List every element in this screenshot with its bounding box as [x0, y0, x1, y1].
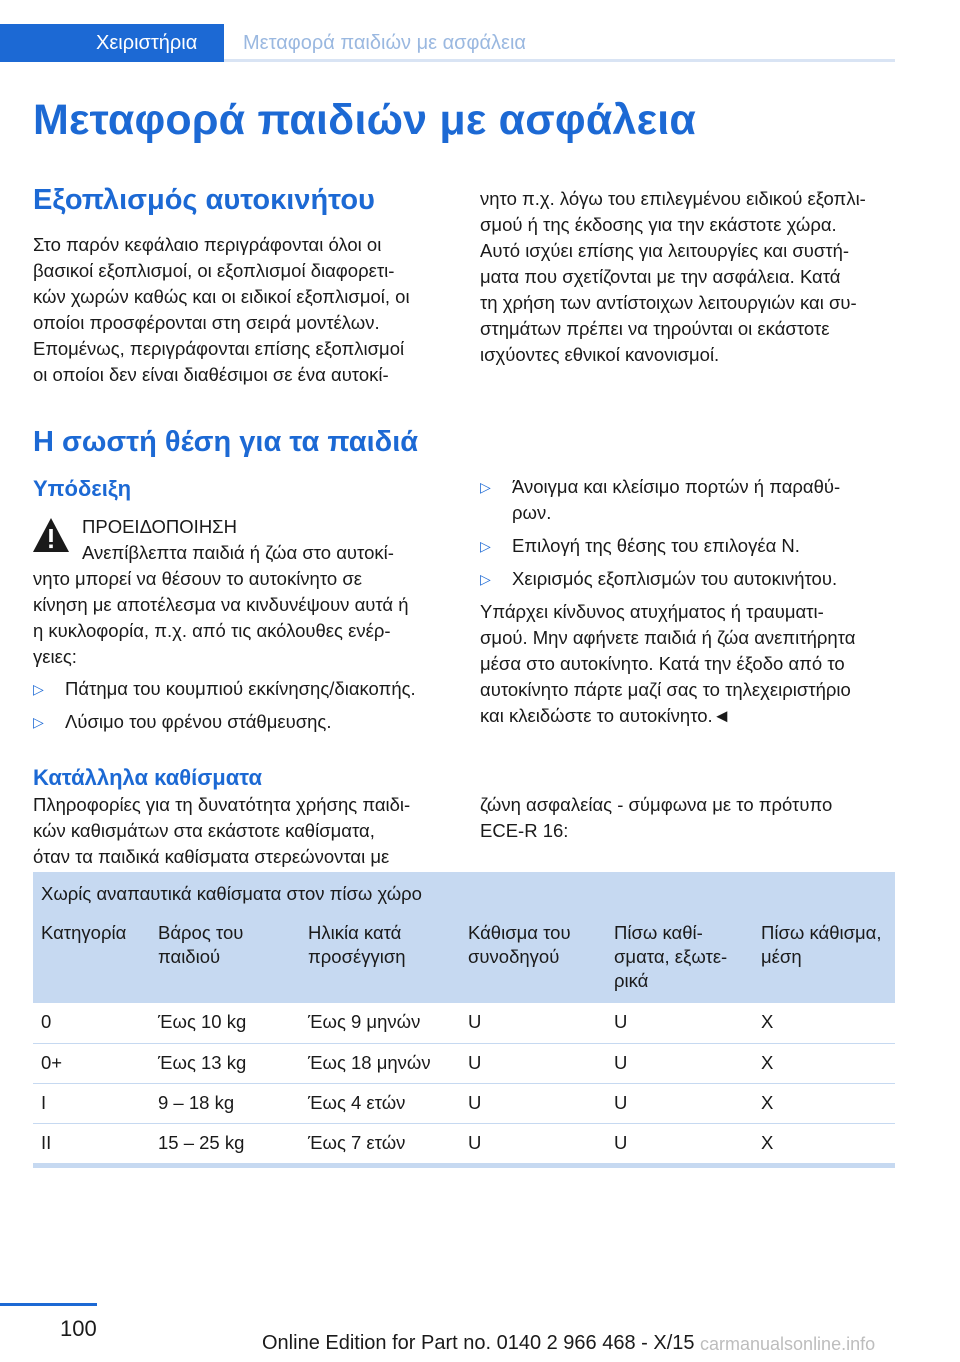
text-line: Υπάρχει κίνδυνος ατυχήματος ή τραυματι‐: [480, 601, 824, 622]
list-item: [480, 566, 900, 592]
table-cell: Έως 9 μηνών: [300, 1003, 460, 1043]
equipment-text-left: [33, 232, 453, 388]
table-cell: Έως 13 kg: [150, 1043, 300, 1083]
text-line: Πληροφορίες για τη δυνατότητα χρήσης παιδι‐: [33, 794, 411, 815]
table-row: [33, 1123, 895, 1165]
list-item: [480, 533, 900, 559]
column-header-rear-middle: [753, 912, 895, 1003]
watermark-text: carmanualsonline.info: [700, 1334, 876, 1354]
list-item-text: Επιλογή της θέσης του επιλογέα N.: [512, 535, 800, 556]
warning-triangle-icon: [31, 516, 71, 554]
warning-text-first: [82, 540, 457, 566]
table-cell: 15 – 25 kg: [150, 1123, 300, 1165]
table-cell: U: [606, 1043, 753, 1083]
text-line: αυτοκίνητο πάρτε μαζί σας το τηλεχειριστήριο: [480, 679, 851, 700]
table-cell: X: [753, 1003, 895, 1043]
column-header-rear-outer: [606, 912, 753, 1003]
table-row: [33, 1083, 895, 1123]
text-line: κών καθισμάτων στα εκάστοτε καθίσματα,: [33, 820, 375, 841]
table-cell: Έως 18 μηνών: [300, 1043, 460, 1083]
table-cell: U: [460, 1123, 606, 1165]
table-cell: Έως 10 kg: [150, 1003, 300, 1043]
table-cell: U: [460, 1003, 606, 1043]
text-line: παιδιού: [158, 946, 221, 967]
text-line: Κατηγορία: [41, 922, 127, 943]
list-item: [33, 676, 463, 702]
table-cell: 9 – 18 kg: [150, 1083, 300, 1123]
table-cell: II: [33, 1123, 150, 1165]
list-item-text: [480, 474, 900, 526]
bullet-triangle-icon: ▷: [480, 479, 491, 495]
table-cell: 0+: [33, 1043, 150, 1083]
seats-heading: Κατάλληλα καθίσματα: [33, 765, 262, 790]
text-line: Κάθισμα του: [468, 922, 571, 943]
text-line: Βάρος του: [158, 922, 244, 943]
text-line: κίνηση με αποτέλεσμα να κινδυνέψουν αυτά ή: [33, 594, 409, 615]
text-line: ρων.: [512, 502, 552, 523]
list-item-text: Πάτημα του κουμπιού εκκίνησης/διακοπής.: [65, 678, 416, 699]
column-header-category: [33, 912, 150, 1003]
text-line: νητο π.χ. λόγω του επιλεγμένου ειδικού εξοπλι‐: [480, 188, 866, 209]
table-caption-row: [33, 872, 895, 912]
table-cell: 0: [33, 1003, 150, 1043]
text-line: τη χρήση των αντίστοιχων λειτουργιών και συ‐: [480, 292, 857, 313]
header-divider: [224, 59, 895, 62]
list-item: [480, 474, 900, 526]
column-header-passenger-seat: [460, 912, 606, 1003]
warning-label: ΠΡΟΕΙΔΟΠΟΙΗΣΗ: [82, 516, 237, 537]
table-cell: Έως 7 ετών: [300, 1123, 460, 1165]
table-row: [33, 1043, 895, 1083]
table-cell: U: [606, 1123, 753, 1165]
text-line: οι οποίοι δεν είναι διαθέσιμοι σε ένα αυτοκί‐: [33, 364, 389, 385]
text-line: Επομένως, περιγράφονται επίσης εξοπλισμοί: [33, 338, 405, 359]
seats-text-left: [33, 792, 463, 870]
section-heading-seat-position: Η σωστή θέση για τα παιδιά: [33, 426, 419, 458]
text-line: και κλειδώστε το αυτοκίνητο.◄: [480, 705, 731, 726]
bullet-triangle-icon: ▷: [480, 571, 491, 587]
text-line: συνοδηγού: [468, 946, 560, 967]
table-cell: U: [460, 1043, 606, 1083]
table-caption: Χωρίς αναπαυτικά καθίσματα στον πίσω χώρο: [41, 883, 422, 904]
breadcrumb[interactable]: [243, 24, 526, 62]
column-header-weight: [150, 912, 300, 1003]
warning-text: [33, 566, 463, 670]
text-line: ζώνη ασφαλείας ‐ σύμφωνα με το πρότυπο: [480, 794, 833, 815]
text-line: Ανεπίβλεπτα παιδιά ή ζώα στο αυτοκί‐: [82, 542, 394, 563]
risk-text: [480, 599, 900, 729]
text-line: Αυτό ισχύει επίσης για λειτουργίες και συστή‐: [480, 240, 850, 261]
bullet-triangle-icon: ▷: [33, 681, 44, 697]
column-header-age: [300, 912, 460, 1003]
text-line: νητο μπορεί να θέσουν το αυτοκίνητο σε: [33, 568, 362, 589]
list-item-text: Χειρισμός εξοπλισμών του αυτοκινήτου.: [512, 568, 838, 589]
text-line: οποίοι προσφέρονται στη σειρά μοντέλων.: [33, 312, 380, 333]
bullet-triangle-icon: ▷: [33, 714, 44, 730]
text-line: ECE‐R 16:: [480, 820, 569, 841]
page-header: [0, 24, 895, 62]
section-heading-equipment: Εξοπλισμός αυτοκινήτου: [33, 184, 375, 216]
child-seat-table: [33, 872, 895, 1168]
text-line: Πίσω κάθισμα,: [761, 922, 882, 943]
text-line: στημάτων πρέπει να τηρούνται οι εκάστοτε: [480, 318, 830, 339]
text-line: μέσα στο αυτοκίνητο. Κατά την έξοδο από το: [480, 653, 845, 674]
text-line: σματα, εξωτε‐: [614, 946, 728, 967]
table-cell: Έως 4 ετών: [300, 1083, 460, 1123]
page-number: 100: [60, 1316, 97, 1341]
text-line: ρικά: [614, 970, 649, 991]
table-cell: I: [33, 1083, 150, 1123]
table-cell: X: [753, 1083, 895, 1123]
table-cell: X: [753, 1123, 895, 1165]
table-row: [33, 1003, 895, 1043]
text-line: Άνοιγμα και κλείσιμο πορτών ή παραθύ‐: [512, 476, 841, 497]
text-line: κών χωρών καθώς και οι ειδικοί εξοπλισμοί, οι: [33, 286, 410, 307]
chapter-tab-label: Χειριστήρια: [96, 31, 198, 54]
edition-text: Online Edition for Part no. 0140 2 966 468 - X/15: [262, 1332, 695, 1354]
footer-divider: [0, 1303, 97, 1306]
text-line: σμού. Μην αφήνετε παιδιά ή ζώα ανεπιτήρητα: [480, 627, 856, 648]
text-line: Ηλικία κατά: [308, 922, 402, 943]
table-cell: X: [753, 1043, 895, 1083]
text-line: σμού ή της έκδοσης για την εκάστοτε χώρα.: [480, 214, 837, 235]
table-cell: U: [606, 1003, 753, 1043]
list-item-text: Λύσιμο του φρένου στάθμευσης.: [65, 711, 332, 732]
text-line: μέση: [761, 946, 802, 967]
equipment-text-right: [480, 186, 900, 368]
text-line: ματα που σχετίζονται με την ασφάλεια. Κατά: [480, 266, 841, 287]
text-line: Πίσω καθί‐: [614, 922, 703, 943]
text-line: η κυκλοφορία, π.χ. από τις ακόλουθες ενέρ‐: [33, 620, 391, 641]
text-line: προσέγγιση: [308, 946, 406, 967]
text-line: βασικοί εξοπλισμοί, οι εξοπλισμοί διαφορετι‐: [33, 260, 395, 281]
bullet-triangle-icon: ▷: [480, 538, 491, 554]
seats-text-right: [480, 792, 900, 844]
table-cell: U: [606, 1083, 753, 1123]
text-line: ισχύοντες εθνικοί κανονισμοί.: [480, 344, 720, 365]
list-item: [33, 709, 463, 735]
text-line: γειες:: [33, 646, 77, 667]
text-line: Στο παρόν κεφάλαιο περιγράφονται όλοι οι: [33, 234, 382, 255]
page-title: Μεταφορά παιδιών με ασφάλεια: [33, 96, 696, 144]
table-cell: U: [460, 1083, 606, 1123]
text-line: όταν τα παιδικά καθίσματα στερεώνονται με: [33, 846, 390, 867]
note-heading: Υπόδειξη: [33, 476, 132, 501]
table-header-row: [33, 912, 895, 1003]
chapter-tab[interactable]: [0, 24, 224, 62]
breadcrumb-label: Μεταφορά παιδιών με ασφάλεια: [243, 31, 526, 54]
